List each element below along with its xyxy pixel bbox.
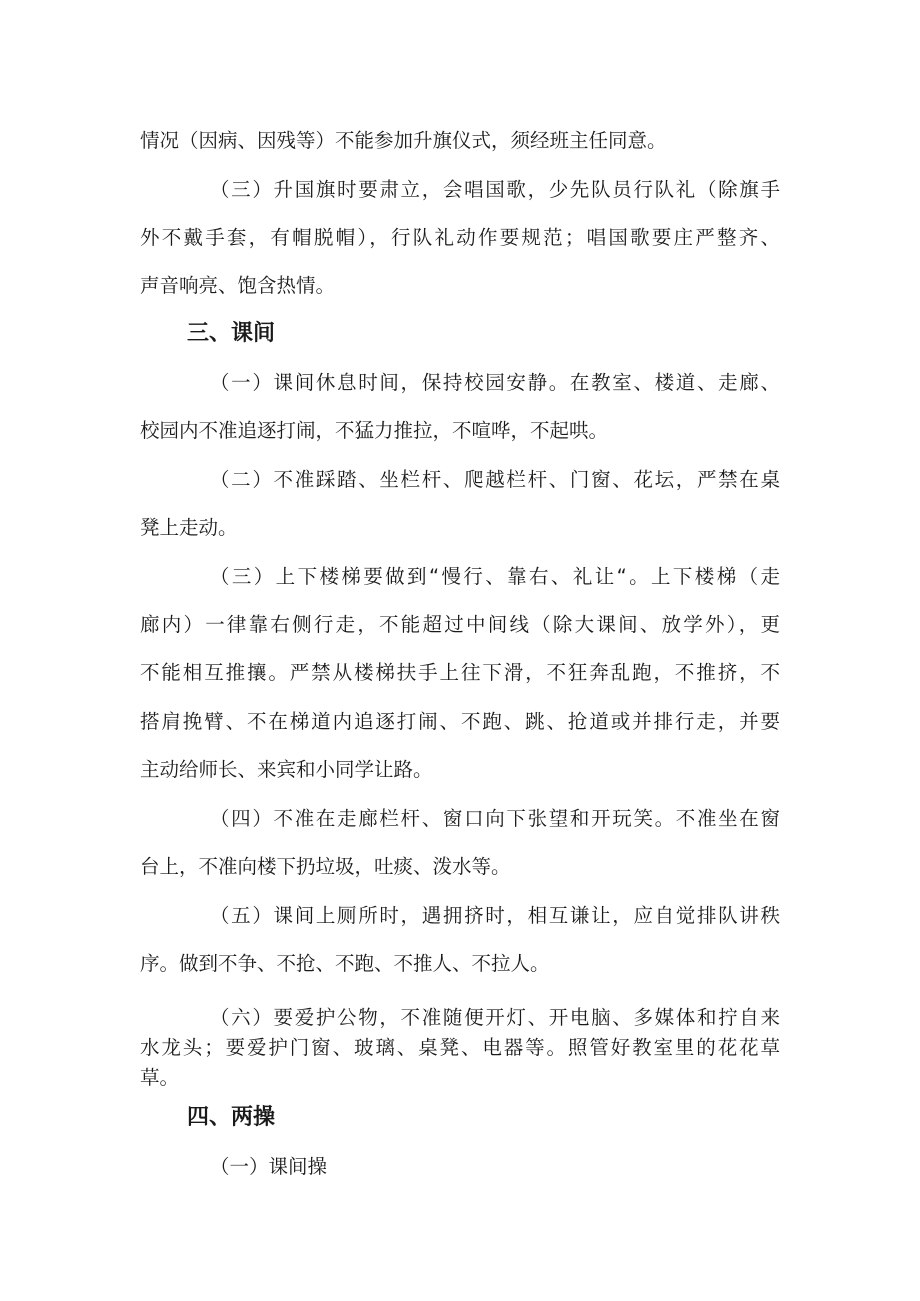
section-heading: 四、两操 [187, 1105, 276, 1130]
section-heading: 三、课间 [187, 321, 276, 346]
text-line: 搭肩挽臂、不在梯道内追逐打闹、不跑、跳、抢道或并排行走，并要 [140, 710, 780, 733]
text-line: （六）要爱护公物，不准随便开灯、开电脑、多媒体和拧自来 [210, 1006, 780, 1029]
text-line: （五）课间上厕所时，遇拥挤时，相互谦让，应自觉排队讲秩 [210, 904, 780, 927]
text-line: （二）不准踩踏、坐栏杆、爬越栏杆、门窗、花坛，严禁在桌 [210, 468, 780, 491]
text-line: 序。做到不争、不抢、不跑、不推人、不拉人。 [140, 952, 550, 975]
text-line: （四）不准在走廊栏杆、窗口向下张望和开玩笑。不准坐在窗 [210, 807, 780, 830]
text-line: 水龙头；要爱护门窗、玻璃、桌凳、电器等。照管好教室里的花花草 [140, 1036, 780, 1059]
text-line: 凳上走动。 [140, 516, 238, 539]
text-line: 台上，不准向楼下扔垃圾，吐痰、泼水等。 [140, 855, 511, 878]
text-line: 声音响亮、饱含热情。 [140, 274, 336, 297]
text-line: （三）上下楼梯要做到“慢行、靠右、礼让“。上下楼梯（走 [210, 565, 780, 588]
text-line: 主动给师长、来宾和小同学让路。 [140, 758, 433, 781]
text-line: 情况（因病、因残等）不能参加升旗仪式，须经班主任同意。 [140, 129, 667, 152]
text-line: 草。 [140, 1066, 180, 1089]
text-line: （一）课间操 [210, 1155, 328, 1178]
text-line: 外不戴手套，有帽脱帽），行队礼动作要规范；唱国歌要庄严整齐、 [140, 226, 780, 249]
text-line: 不能相互推攘。严禁从楼梯扶手上往下滑，不狂奔乱跑，不推挤，不 [140, 661, 780, 684]
text-line: （一）课间休息时间，保持校园安静。在教室、楼道、走廊、 [210, 371, 780, 394]
text-line: （三）升国旗时要肃立，会唱国歌，少先队员行队礼（除旗手 [210, 178, 780, 201]
text-line: 校园内不准追逐打闹，不猛力推拉，不喧哗，不起哄。 [140, 419, 609, 442]
text-line: 廊内）一律靠右侧行走，不能超过中间线（除大课间、放学外），更 [140, 613, 780, 636]
